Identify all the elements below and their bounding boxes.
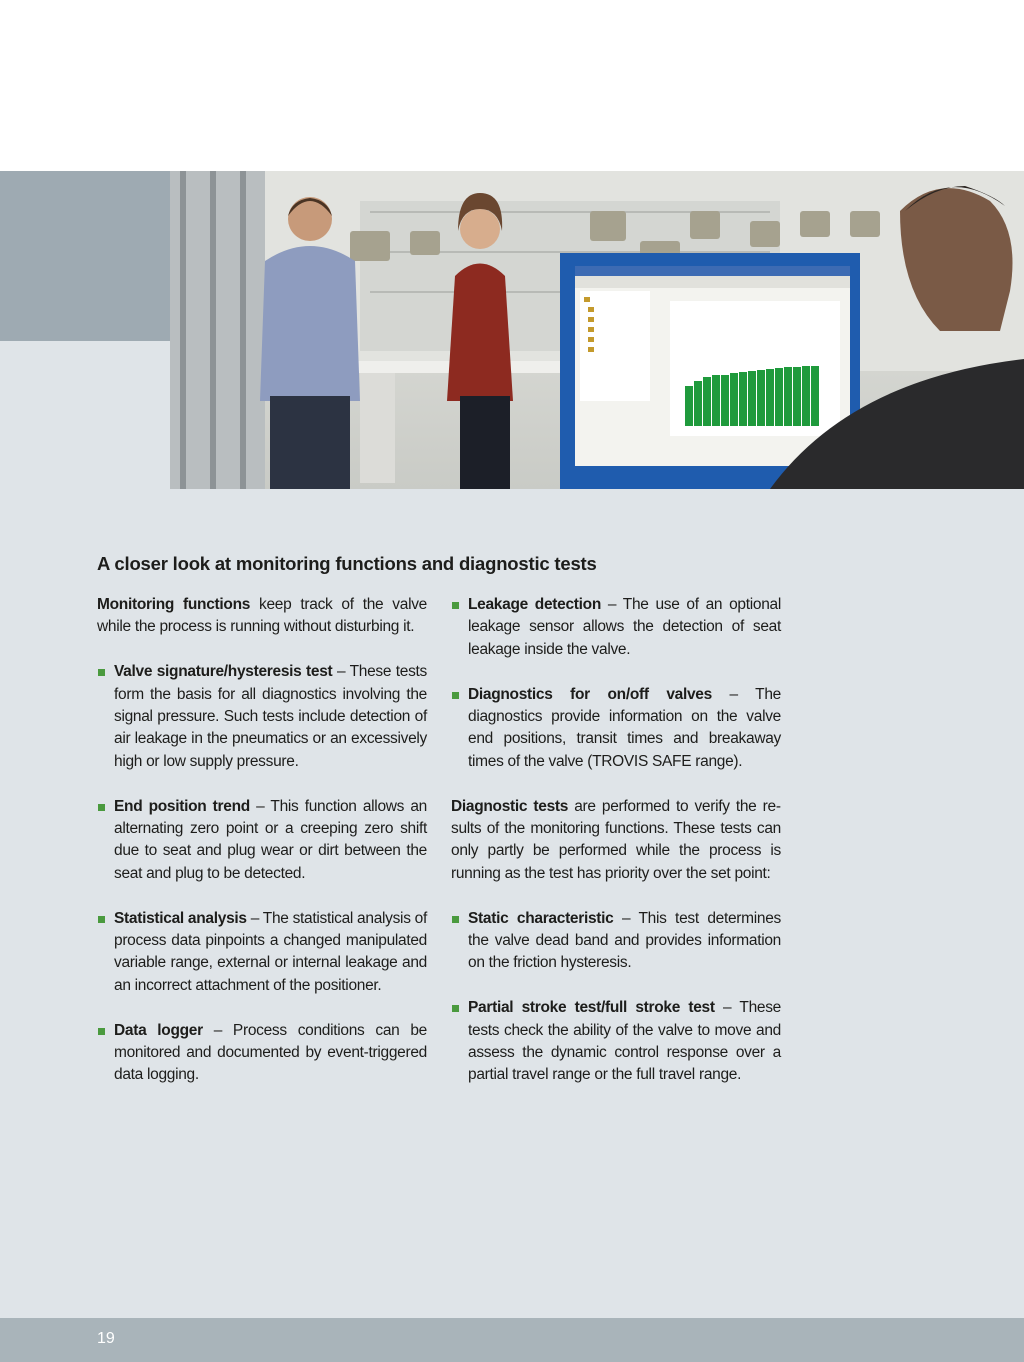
lab-photo-illustration xyxy=(170,171,1024,489)
page-footer xyxy=(0,1318,1024,1362)
bullet-bold: Partial stroke test/full stroke test xyxy=(468,999,715,1017)
page-number: 19 xyxy=(97,1330,115,1347)
bullet-bold: Diagnostics for on/off valves xyxy=(468,685,712,703)
bullet-square-icon xyxy=(452,916,459,923)
bullet-text: – This test determines the valve dead band and provides information on the friction hysteresis. xyxy=(468,909,781,972)
bullet-item xyxy=(451,594,781,661)
text-columns xyxy=(97,594,781,1109)
bullet-bold: Statistical analysis xyxy=(114,909,247,927)
diag-text: are performed to verify the results of the monitoring functions. These tests can only partly be performed while the process is running as the test has priority over the set point: xyxy=(451,797,781,882)
section-heading: A closer look at monitoring functions and diagnostic tests xyxy=(97,553,597,574)
side-color-block xyxy=(0,171,170,341)
bullet-item xyxy=(97,661,427,773)
bullet-item xyxy=(451,908,781,975)
bullet-text: – The diagnostics provide information on the valve end positions, transit times and breakaway times of the valve (TROVIS SAFE range). xyxy=(468,685,781,770)
lab-photo xyxy=(170,171,1024,489)
bullet-text: – The use of an optional leakage sensor allows the detection of seat leakage inside the valve. xyxy=(468,596,781,658)
bullet-item xyxy=(97,1020,427,1087)
diagnostic-tests-intro xyxy=(451,796,781,886)
bullet-text: – This function allows an alternating zero point or a creeping zero shift due to seat and plug wear or dirt between the seat and plug to be detected. xyxy=(114,797,427,882)
bullet-square-icon xyxy=(452,602,459,609)
bullet-square-icon xyxy=(452,692,459,699)
monitoring-intro xyxy=(97,594,427,639)
intro-text: keep track of the valve while the process is running without disturbing it. xyxy=(97,596,427,636)
bullet-bold: Data logger xyxy=(114,1021,203,1039)
bullet-bold: End position trend xyxy=(114,797,250,815)
bullet-text: – Process conditions can be monitored and documented by event-triggered data logging. xyxy=(114,1021,427,1084)
bullet-item xyxy=(97,908,427,998)
top-margin xyxy=(0,0,1024,171)
bullet-square-icon xyxy=(98,804,105,811)
bullet-text: – These tests check the ability of the valve to move and assess the dynamic control response over a partial travel range or the full travel range. xyxy=(468,999,781,1084)
bullet-square-icon xyxy=(98,1028,105,1035)
diag-bold: Diagnostic tests xyxy=(451,797,569,815)
bullet-square-icon xyxy=(98,916,105,923)
main-content xyxy=(97,553,781,1109)
bullet-text: – The statistical analysis of process data pinpoints a changed manipulated variable range, external or internal leakage and an incorrect attachment of the positioner. xyxy=(114,909,427,994)
bullet-item xyxy=(451,997,781,1087)
bullet-square-icon xyxy=(452,1005,459,1012)
left-column xyxy=(97,594,427,1109)
bullet-bold: Leakage detection xyxy=(468,596,601,613)
bullet-item xyxy=(451,684,781,774)
bullet-text: – These tests form the basis for all diagnostics involving the signal pressure. Such tests include detection of air leakage in the pneumatics or an excessively high or low supply pressure. xyxy=(114,663,427,770)
intro-bold: Monitoring functions xyxy=(97,596,251,613)
bullet-bold: Valve signature/hysteresis test xyxy=(114,663,333,681)
right-column xyxy=(451,594,781,1109)
bullet-item xyxy=(97,796,427,886)
bullet-square-icon xyxy=(98,669,105,676)
bullet-bold: Static characteristic xyxy=(468,909,614,927)
